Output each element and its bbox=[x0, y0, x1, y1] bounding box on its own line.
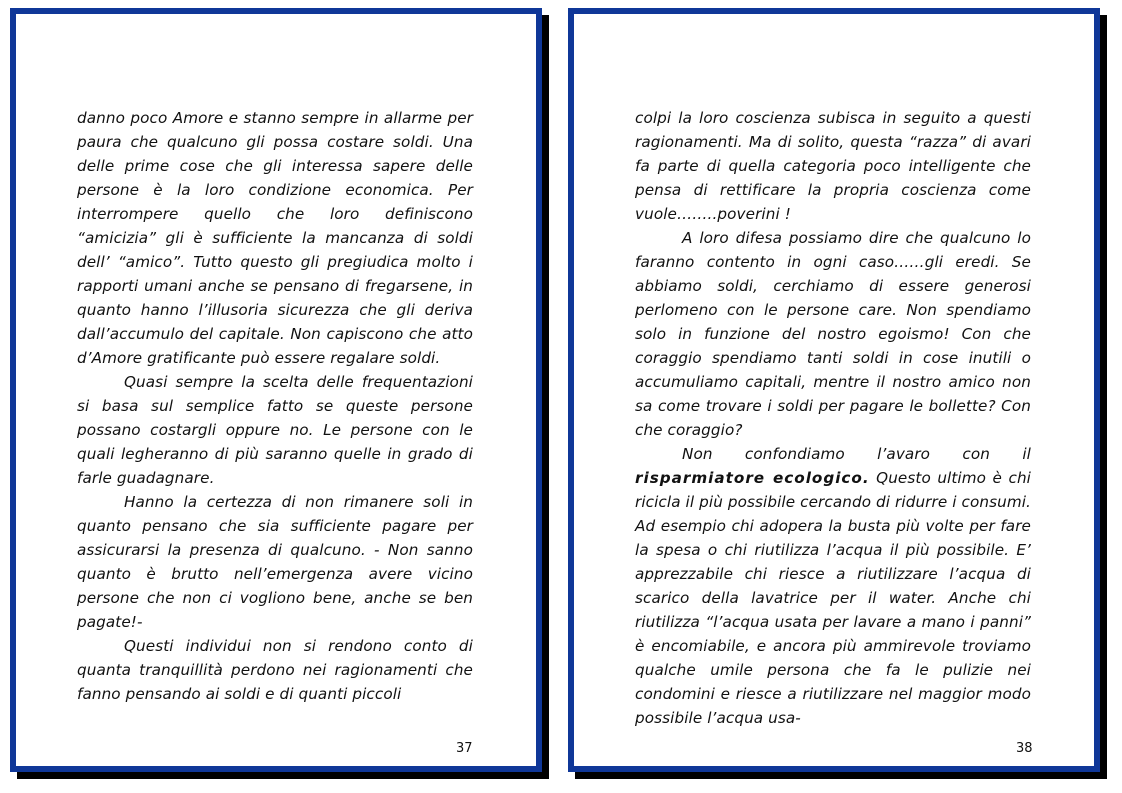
left-page-text bbox=[77, 106, 473, 706]
left-page bbox=[10, 8, 542, 772]
left-paragraph-3: Hanno la certezza di non rimanere soli in quanto pensano che sia sufficiente pagare per assicurarsi la presenza di qualcuno. - Non sanno quanto è brutto nell’emergenza avere vicino persone che non ci vogliono bene, anche se ben pagate!- bbox=[77, 493, 473, 631]
left-paragraph-1: danno poco Amore e stanno sempre in allarme per paura che qualcuno gli possa costare soldi. Una delle prime cose che gli interessa sapere delle persone è la loro condizione economica. Per interrompere quello che loro definiscono “amicizia” gli è sufficiente la mancanza di soldi dell’ “amico”. Tutto questo gli pregiudica molto i rapporti umani anche se pensano di fregarsene, in quanto hanno l’illusoria sicurezza che gli deriva dall’accumulo del capitale. Non capiscono che atto d’Amore gratificante può essere regalare soldi. bbox=[77, 109, 473, 367]
left-paragraph-4: Questi individui non si rendono conto di quanta tranquillità perdono nei ragionamenti che fanno pensando ai soldi e di quanti piccoli bbox=[77, 637, 473, 703]
page-number-right: 38 bbox=[1016, 741, 1033, 756]
right-paragraph-3 bbox=[635, 442, 1031, 730]
left-paragraph-2: Quasi sempre la scelta delle frequentazioni si basa sul semplice fatto se queste persone possano costargli oppure no. Le persone con le quali legheranno di più saranno quelle in grado di farle guadagnare. bbox=[77, 373, 473, 487]
page-number-left: 37 bbox=[456, 741, 473, 756]
right-paragraph-1: colpi la loro coscienza subisca in seguito a questi ragionamenti. Ma di solito, questa “razza” di avari fa parte di quella categoria poco intelligente che pensa di rettificare la propria coscienza come vuole……..poverini ! bbox=[635, 109, 1031, 223]
right-paragraph-3-start: Non confondiamo l’avaro con il bbox=[682, 445, 1031, 463]
right-paragraph-2: A loro difesa possiamo dire che qualcuno lo faranno contento in ogni caso……gli eredi. Se abbiamo soldi, cerchiamo di essere generosi perlomeno con le persone care. Non spendiamo solo in funzione del nostro egoismo! Con che coraggio spendiamo tanti soldi in cose inutili o accumuliamo capitali, mentre il nostro amico non sa come trovare i soldi per pagare le bollette? Con che coraggio? bbox=[635, 229, 1031, 439]
risparmiatore-ecologico-term: risparmiatore ecologico. bbox=[635, 469, 870, 487]
right-page-text bbox=[635, 106, 1031, 730]
right-page bbox=[568, 8, 1100, 772]
right-paragraph-3-end: Questo ultimo è chi ricicla il più possibile cercando di ridurre i consumi. Ad esempio chi adopera la busta più volte per fare la spesa o chi riutilizza l’acqua il più possibile. E’ apprezzabile chi riesce a riutilizzare l’acqua di scarico della lavatrice per il water. Anche chi riutilizza “l’acqua usata per lavare a mano i panni” è encomiabile, e ancora più ammirevole troviamo qualche umile persona che fa le pulizie nei condomini e riesce a riutilizzare nel maggior modo possibile l’acqua usa- bbox=[635, 469, 1031, 727]
